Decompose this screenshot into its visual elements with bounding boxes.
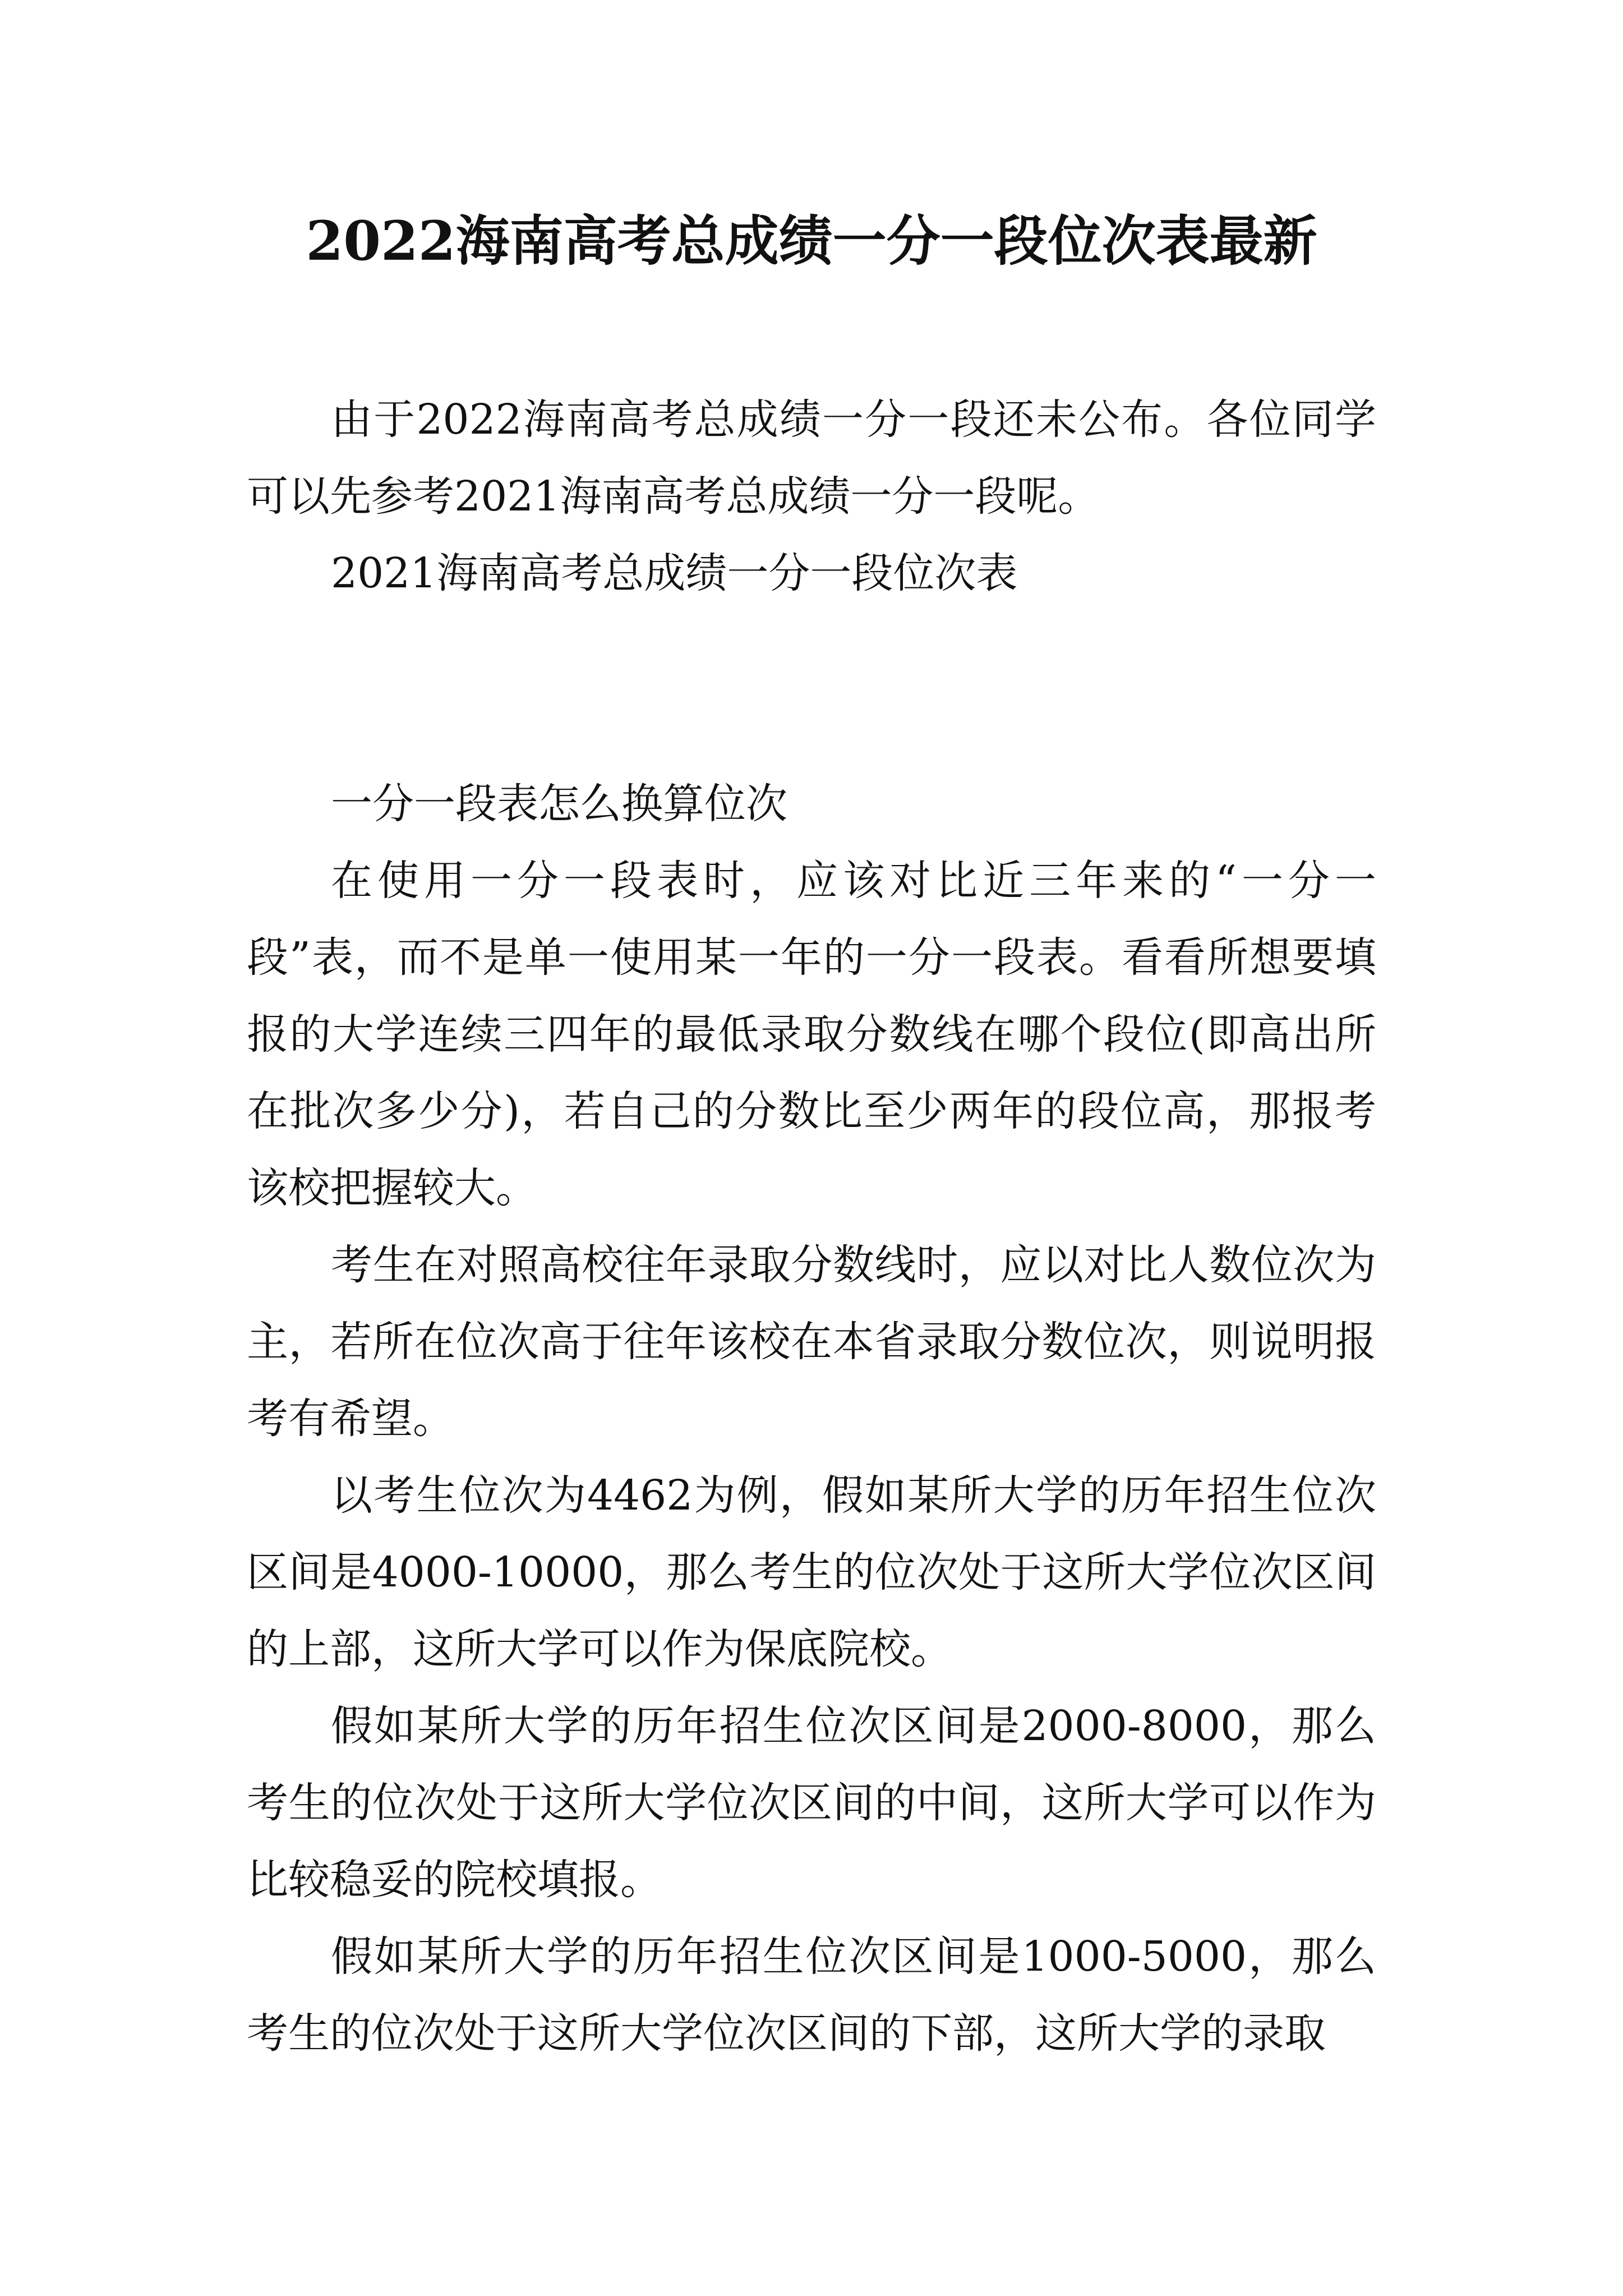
paragraph-table-caption: 2021海南高考总成绩一分一段位次表 [331, 549, 1018, 597]
paragraph-subheading: 一分一段表怎么换算位次 [331, 780, 787, 828]
table-placeholder [247, 617, 1376, 757]
document-title: 2022海南高考总成绩一分一段位次表最新 [306, 209, 1317, 273]
paragraph-example-upper: 以考生位次为4462为例，假如某所大学的历年招生位次区间是4000-10000，那么考生的位次处于这所大学位次区间的上部，这所大学可以作为保底院校。 [247, 1471, 1376, 1673]
paragraph-intro: 由于2022海南高考总成绩一分一段还未公布。各位同学可以先参考2021海南高考总成绩一分一段呢。 [247, 395, 1376, 521]
paragraph-example-lower: 假如某所大学的历年招生位次区间是1000-5000，那么考生的位次处于这所大学位次区间的下部，这所大学的录取 [247, 1932, 1376, 2058]
paragraph-compare: 考生在对照高校往年录取分数线时，应以对比人数位次为主，若所在位次高于往年该校在本省录取分数位次，则说明报考有希望。 [247, 1241, 1376, 1443]
paragraph-example-middle: 假如某所大学的历年招生位次区间是2000-8000，那么考生的位次处于这所大学位次区间的中间，这所大学可以作为比较稳妥的院校填报。 [247, 1702, 1376, 1904]
paragraph-usage: 在使用一分一段表时，应该对比近三年来的“一分一段”表，而不是单一使用某一年的一分一段表。看看所想要填报的大学连续三四年的最低录取分数线在哪个段位(即高出所在批次多少分)，若自己的分数比至少两年的段位高，那报考该校把握较大。 [247, 857, 1376, 1212]
